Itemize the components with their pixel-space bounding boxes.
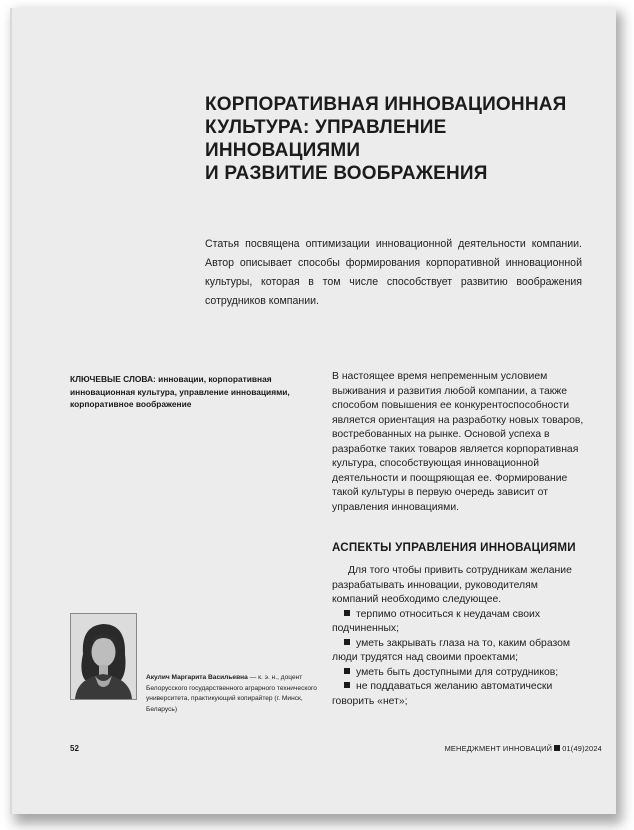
- square-separator-icon: [554, 745, 560, 751]
- article-title: [205, 93, 585, 185]
- article-abstract: Статья посвящена оптимизации инновационной деятельности компании. Автор описывает способы формирования корпоративной инновационной культуры, которая в том числе способствует развитию воображения сотрудников компании.: [205, 238, 582, 307]
- author-name: Акулич Маргарита Васильевна: [146, 674, 248, 681]
- bullet-item: [332, 608, 584, 637]
- title-line: И РАЗВИТИЕ ВООБРАЖЕНИЯ: [205, 163, 488, 184]
- journal-issue: 01(49)2024: [562, 744, 602, 753]
- square-bullet-icon: [344, 639, 350, 645]
- section-lead: Для того чтобы привить сотрудникам желание разрабатывать инновации, руководителям компаний необходимо следующее.: [332, 565, 572, 605]
- keywords-text: инновации, корпоративная инновационная культура, управление инновациями, корпоративное воображение: [70, 374, 290, 409]
- bullet-item: [332, 637, 584, 666]
- journal-name: МЕНЕДЖМЕНТ ИННОВАЦИЙ: [444, 744, 553, 753]
- intro-paragraph: В настоящее время непременным условием выживания и развития любой компании, а также способом повышения ее конкурентоспособности является ориентация на разработку новых товаров, востребованных на рынке. Основой успеха в разработке таких товаров является корпоративная культура, способствующая инновационной деятельности и поощряющая ее. Формирование такой культуры в первую очередь зависит от управления инновациями.: [332, 371, 584, 513]
- title-line: КОРПОРАТИВНАЯ ИННОВАЦИОННАЯ: [205, 94, 567, 115]
- keywords-label: КЛЮЧЕВЫЕ СЛОВА:: [70, 374, 156, 384]
- square-bullet-icon: [344, 682, 350, 688]
- bullet-text: уметь закрывать глаза на то, каким образом люди трудятся над своими проектами;: [332, 637, 571, 663]
- section-heading: АСПЕКТЫ УПРАВЛЕНИЯ ИННОВАЦИЯМИ: [332, 541, 576, 554]
- bullet-text: уметь быть доступными для сотрудников;: [356, 666, 559, 678]
- bullet-text: терпимо относиться к неудачам своих подчиненных;: [332, 608, 541, 634]
- section-body: [332, 564, 584, 709]
- title-line: КУЛЬТУРА: УПРАВЛЕНИЕ ИННОВАЦИЯМИ: [205, 117, 447, 161]
- bullet-item: [332, 680, 584, 709]
- author-caption: [146, 673, 321, 715]
- bullet-text: не поддаваться желанию автоматически говорить «нет»;: [332, 681, 553, 707]
- square-bullet-icon: [344, 668, 350, 674]
- journal-footer: [445, 744, 602, 753]
- bullet-item: [332, 666, 584, 681]
- square-bullet-icon: [344, 610, 350, 616]
- page-number: 52: [70, 744, 79, 753]
- portrait-image: [71, 614, 136, 699]
- author-photo: [70, 613, 137, 700]
- author-bio: — к. э. н., доцент Белорусского государственного аграрного технического университета, практикующий копирайтер (г. Минск, Беларусь): [146, 674, 317, 713]
- keywords-block: [70, 373, 310, 411]
